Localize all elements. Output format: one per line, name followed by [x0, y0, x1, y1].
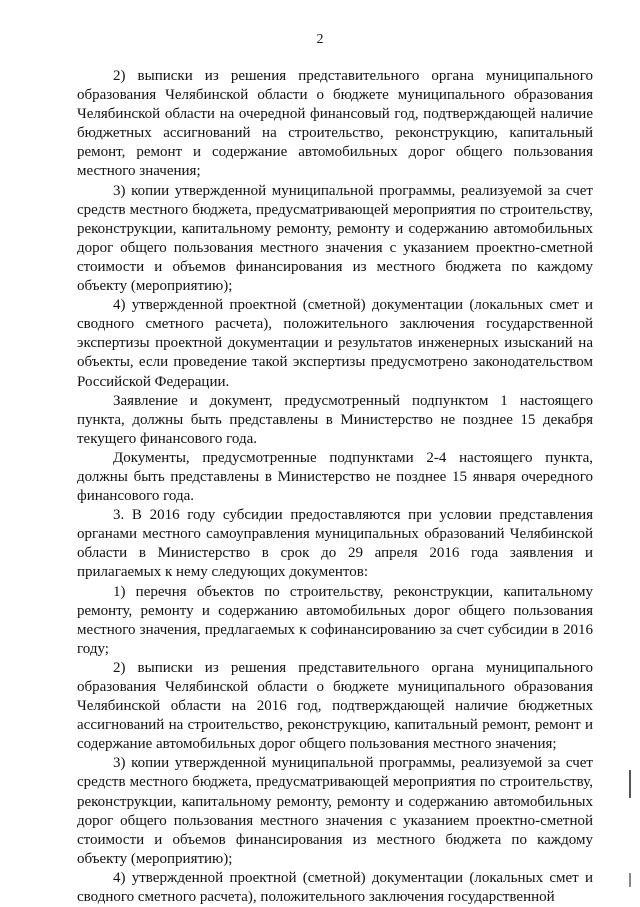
paragraph: 4) утвержденной проектной (сметной) документации (локальных смет и сводного сметного расчета), положительного заключения государственной — [77, 869, 593, 906]
paragraph: 1) перечня объектов по строительству, реконструкции, капитальному ремонту, ремонту и содержанию автомобильных дорог общего пользования местного значения, предлагаемых к софинансированию за счет субсидии в 2016 году; — [77, 583, 593, 657]
scan-margin-mark — [629, 873, 631, 887]
paragraph: 3) копии утвержденной муниципальной программы, реализуемой за счет средств местного бюджета, предусматривающей мероприятия по строительству, реконструкции, капитальному ремонту, ремонту и содержанию автомобильных дорог общего пользования местного значения с указанием проектно-сметной стоимости и объемов финансирования из местного бюджета по каждому объекту (мероприятию); — [77, 182, 593, 295]
document-body — [77, 67, 593, 907]
paragraph: Заявление и документ, предусмотренный подпунктом 1 настоящего пункта, должны быть представлены в Министерство не позднее 15 декабря текущего финансового года. — [77, 392, 593, 447]
paragraph: Документы, предусмотренные подпунктами 2-4 настоящего пункта, должны быть представлены в Министерство не позднее 15 января очередного финансового года. — [77, 449, 593, 505]
page-number: 2 — [316, 32, 324, 47]
paragraph: 4) утвержденной проектной (сметной) документации (локальных смет и сводного сметного расчета), положительного заключения государственной экспертизы проектной документации и результатов инженерных изысканий на объекты, если проведение такой экспертизы предусмотрено законодательством Российской Федерации. — [77, 297, 593, 390]
scan-margin-mark — [629, 770, 631, 798]
paragraph: 2) выписки из решения представительного органа муниципального образования Челябинской области о бюджете муниципального образования Челябинской области на очередной финансовый год, подтверждающей наличие бюджетных ассигнований на строительство, реконструкцию, капитальный ремонт, ремонт и содержание автомобильных дорог общего пользования местного значения; — [77, 68, 593, 180]
paragraph: 3) копии утвержденной муниципальной программы, реализуемой за счет средств местного бюджета, предусматривающей мероприятия по строительству, реконструкции, капитальному ремонту, ремонту и содержанию автомобильных дорог общего пользования местного значения с указанием проектно-сметной стоимости и объемов финансирования из местного бюджета по каждому объекту (мероприятию); — [77, 755, 593, 867]
paragraph: 3. В 2016 году субсидии предоставляются при условии представления органами местного самоуправления муниципальных образований Челябинской области в Министерство в срок до 29 апреля 2016 года заявления и прилагаемых к нему следующих документов: — [77, 507, 593, 581]
paragraph: 2) выписки из решения представительного органа муниципального образования Челябинской области о бюджете муниципального образования Челябинской области на 2016 год, подтверждающей наличие бюджетных ассигнований на строительство, реконструкцию, капитальный ремонт, ремонт и содержание автомобильных дорог общего пользования местного значения; — [77, 659, 593, 753]
